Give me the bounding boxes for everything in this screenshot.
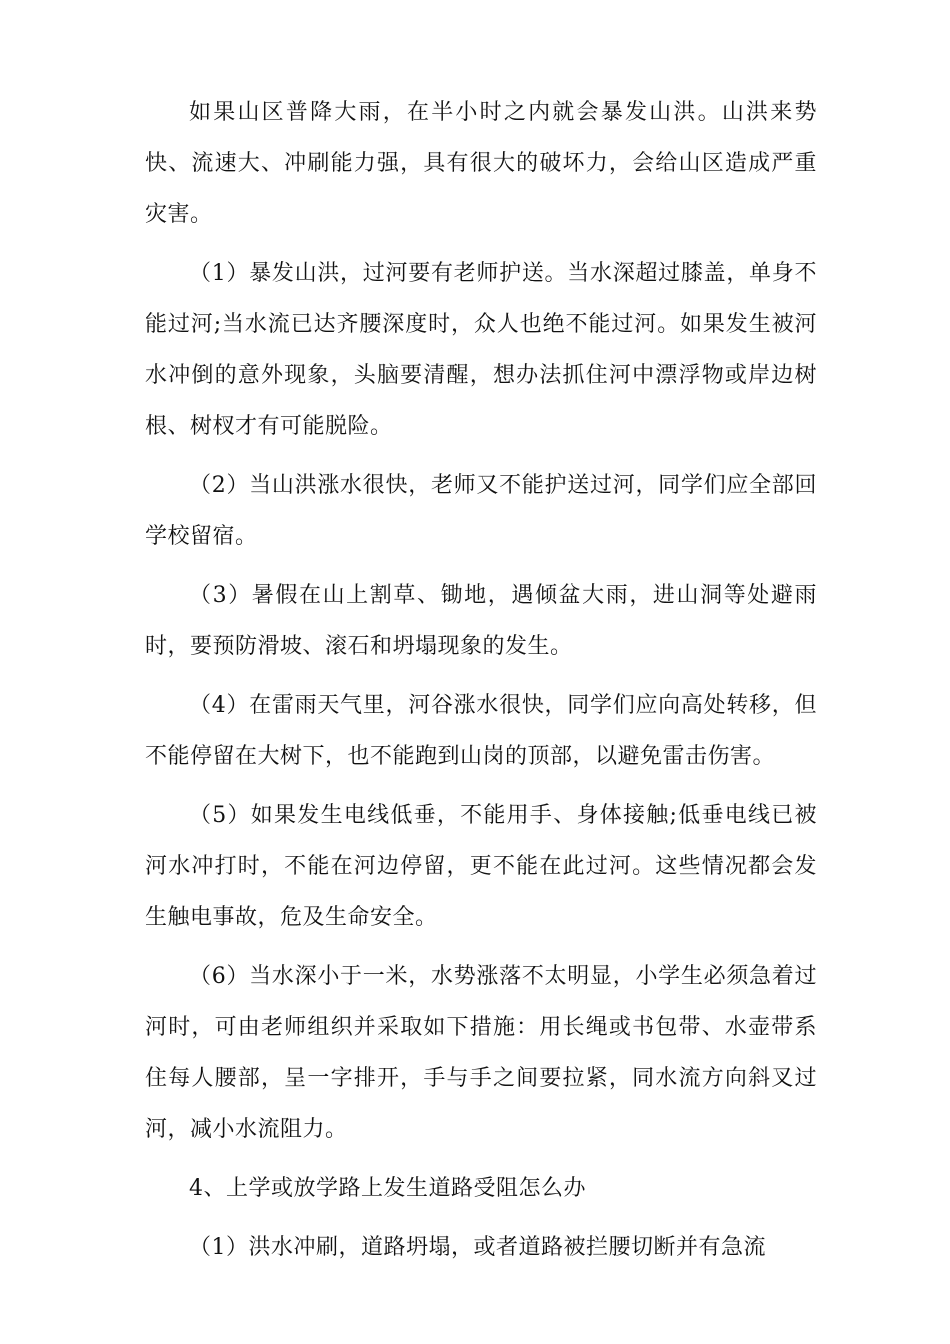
section-heading: 4、上学或放学路上发生道路受阻怎么办 (189, 1176, 586, 1201)
paragraph-item-2: （2）当山洪涨水很快，老师又不能护送过河，同学们应全部回学校留宿。 (145, 473, 817, 549)
paragraph-item-3: （3）暑假在山上割草、锄地，遇倾盆大雨，进山洞等处避雨时，要预防滑坡、滚石和坍塌现象的发生。 (145, 583, 817, 659)
paragraph-item-1: （1）暴发山洪，过河要有老师护送。当水深超过膝盖，单身不能过河;当水流已达齐腰深度时，众人也绝不能过河。如果发生被河水冲倒的意外现象，头脑要清醒，想办法抓住河中漂浮物或岸边树根、树杈才有可能脱险。 (145, 261, 817, 439)
document-body (145, 87, 817, 1281)
paragraph-intro: 如果山区普降大雨，在半小时之内就会暴发山洪。山洪来势快、流速大、冲刷能力强，具有很大的破坏力，会给山区造成严重灾害。 (145, 100, 817, 227)
paragraph-item-5: （5）如果发生电线低垂，不能用手、身体接触;低垂电线已被河水冲打时，不能在河边停留，更不能在此过河。这些情况都会发生触电事故，危及生命安全。 (145, 803, 817, 930)
paragraph-item-6: （6）当水深小于一米，水势涨落不太明显，小学生必须急着过河时，可由老师组织并采取如下措施：用长绳或书包带、水壶带系住每人腰部，呈一字排开，手与手之间要拉紧，同水流方向斜叉过河，减小水流阻力。 (145, 964, 817, 1142)
paragraph-section-item-1: （1）洪水冲刷，道路坍塌，或者道路被拦腰切断并有急流 (189, 1235, 766, 1260)
paragraph-item-4: （4）在雷雨天气里，河谷涨水很快，同学们应向高处转移，但不能停留在大树下，也不能跑到山岗的顶部，以避免雷击伤害。 (145, 693, 817, 769)
